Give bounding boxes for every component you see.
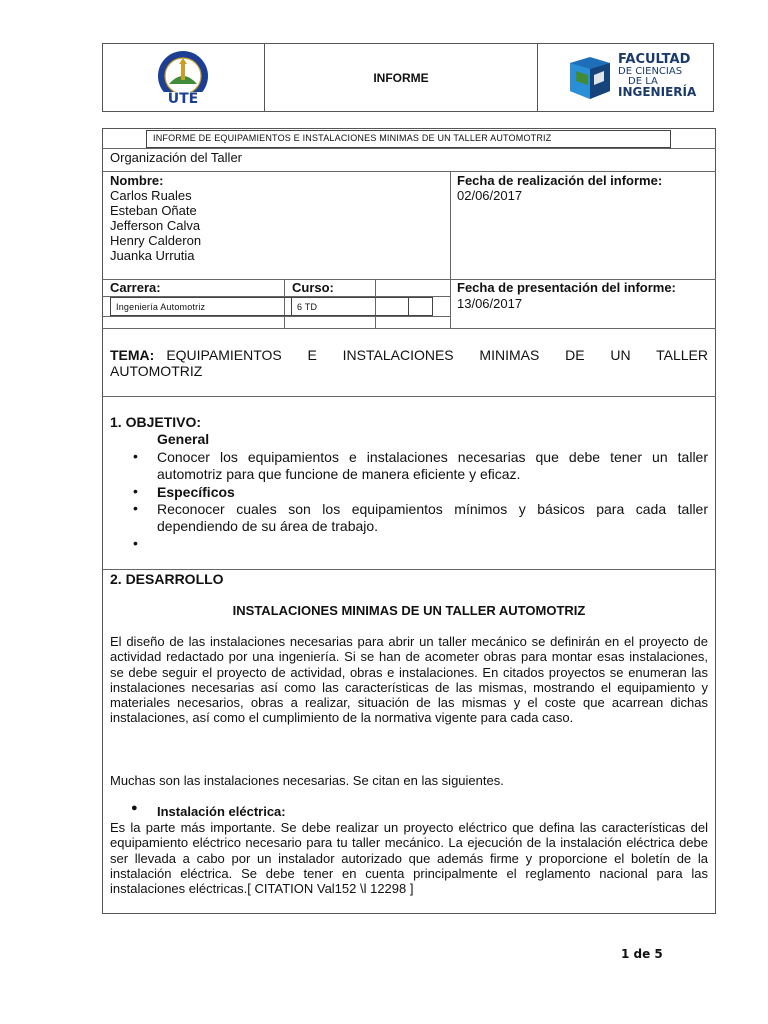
desarrollo-heading: 2. DESARROLLO bbox=[110, 571, 224, 587]
fecha-realizacion-value: 02/06/2017 bbox=[457, 188, 523, 203]
paragraph: Es la parte más importante. Se debe realizar un proyecto eléctrico que defina las características del equipamiento eléctrico necesario para tu taller mecánico. La ejecución de la instalación eléctrica debe ser llevada a cabo por un instalador autorizado que además firme y proporcione el boletín de la instalación eléctrica. Se debe tener en cuenta principalmente el reglamento nacional para las instalaciones eléctricas.[ CITATION Val152 \l 12298 ] bbox=[110, 820, 708, 897]
general-label: General bbox=[157, 431, 210, 447]
paragraph: Muchas son las instalaciones necesarias. Se citan en las siguientes. bbox=[110, 773, 504, 788]
fecha-presentacion-value: 13/06/2017 bbox=[457, 296, 523, 311]
name-item: Jefferson Calva bbox=[110, 218, 201, 233]
row-divider bbox=[102, 328, 716, 329]
tema-label: TEMA: bbox=[110, 347, 155, 363]
fecha-presentacion-label: Fecha de presentación del informe: bbox=[457, 280, 676, 295]
facultad-line2: DE CIENCIAS bbox=[618, 66, 683, 77]
row-divider bbox=[102, 396, 716, 397]
curso-value: 6 TD bbox=[297, 302, 318, 312]
bullet-icon: ● bbox=[131, 802, 138, 814]
bullet-icon: • bbox=[133, 535, 138, 551]
bullet-icon: • bbox=[133, 448, 138, 464]
ute-logo bbox=[150, 50, 216, 110]
box-divider bbox=[408, 297, 409, 316]
facultad-line4: INGENIERÍA bbox=[618, 85, 697, 99]
especificos-label: Específicos bbox=[157, 484, 235, 500]
fecha-realizacion-label: Fecha de realización del informe: bbox=[457, 173, 663, 188]
name-item: Carlos Ruales bbox=[110, 188, 192, 203]
column-divider bbox=[450, 171, 451, 328]
organization-label: Organización del Taller bbox=[110, 150, 242, 165]
page-number: 1 de 5 bbox=[621, 947, 663, 961]
report-banner: INFORME DE EQUIPAMIENTOS E INSTALACIONES MINIMAS DE UN TALLER AUTOMOTRIZ bbox=[153, 133, 552, 143]
header-divider bbox=[537, 43, 538, 112]
row-divider bbox=[102, 569, 716, 570]
facultad-line3: DE LA bbox=[628, 76, 658, 87]
bullet-icon: • bbox=[133, 500, 138, 516]
tema-line2: AUTOMOTRIZ bbox=[110, 363, 203, 379]
electrica-label: Instalación eléctrica: bbox=[157, 804, 286, 819]
row-divider bbox=[102, 171, 716, 172]
header-title: INFORME bbox=[373, 70, 429, 85]
facultad-line1: FACULTAD bbox=[618, 52, 691, 67]
tema-line1: EQUIPAMIENTOS E INSTALACIONES MINIMAS DE UN TALLER bbox=[166, 347, 708, 363]
tema-row bbox=[110, 347, 708, 364]
ute-logo-text: UTE bbox=[167, 91, 199, 107]
name-item: Juanka Urrutia bbox=[110, 248, 195, 263]
row-divider bbox=[102, 316, 450, 317]
carrera-label: Carrera: bbox=[110, 280, 161, 295]
especificos-bullet: Reconocer cuales son los equipamientos mínimos y básicos para cada taller dependiendo de su área de trabajo. bbox=[157, 501, 708, 534]
general-bullet: Conocer los equipamientos e instalaciones necesarias que debe tener un taller automotriz para que funcione de manera eficiente y eficaz. bbox=[157, 449, 708, 482]
facultad-logo bbox=[566, 53, 696, 103]
row-divider bbox=[102, 148, 716, 149]
facultad-cube-icon bbox=[566, 53, 614, 101]
desarrollo-subtitle: INSTALACIONES MINIMAS DE UN TALLER AUTOMOTRIZ bbox=[232, 603, 586, 618]
box-divider bbox=[291, 297, 292, 316]
objetivo-heading: 1. OBJETIVO: bbox=[110, 414, 202, 430]
nombre-label: Nombre: bbox=[110, 173, 164, 188]
paragraph: El diseño de las instalaciones necesarias para abrir un taller mecánico se definirán en el proyecto de actividad redactado por una ingeniería. Si se han de acometer obras para montar esas instalaciones, se debe seguir el proyecto de actividad, obras e instalaciones. En citados proyectos se enumeran las instalaciones necesarias así como las características de las mismas, mostrando el equipamiento y materiales necesarios, obras a realizar, situación de las mismas y el coste que acarrean dichas instalaciones, así como el cumplimiento de la normativa vigente para cada caso. bbox=[110, 634, 708, 726]
name-item: Esteban Oñate bbox=[110, 203, 197, 218]
bullet-icon: • bbox=[133, 483, 138, 499]
carrera-value: Ingeniería Automotriz bbox=[116, 302, 206, 312]
curso-label: Curso: bbox=[292, 280, 334, 295]
name-item: Henry Calderon bbox=[110, 233, 202, 248]
